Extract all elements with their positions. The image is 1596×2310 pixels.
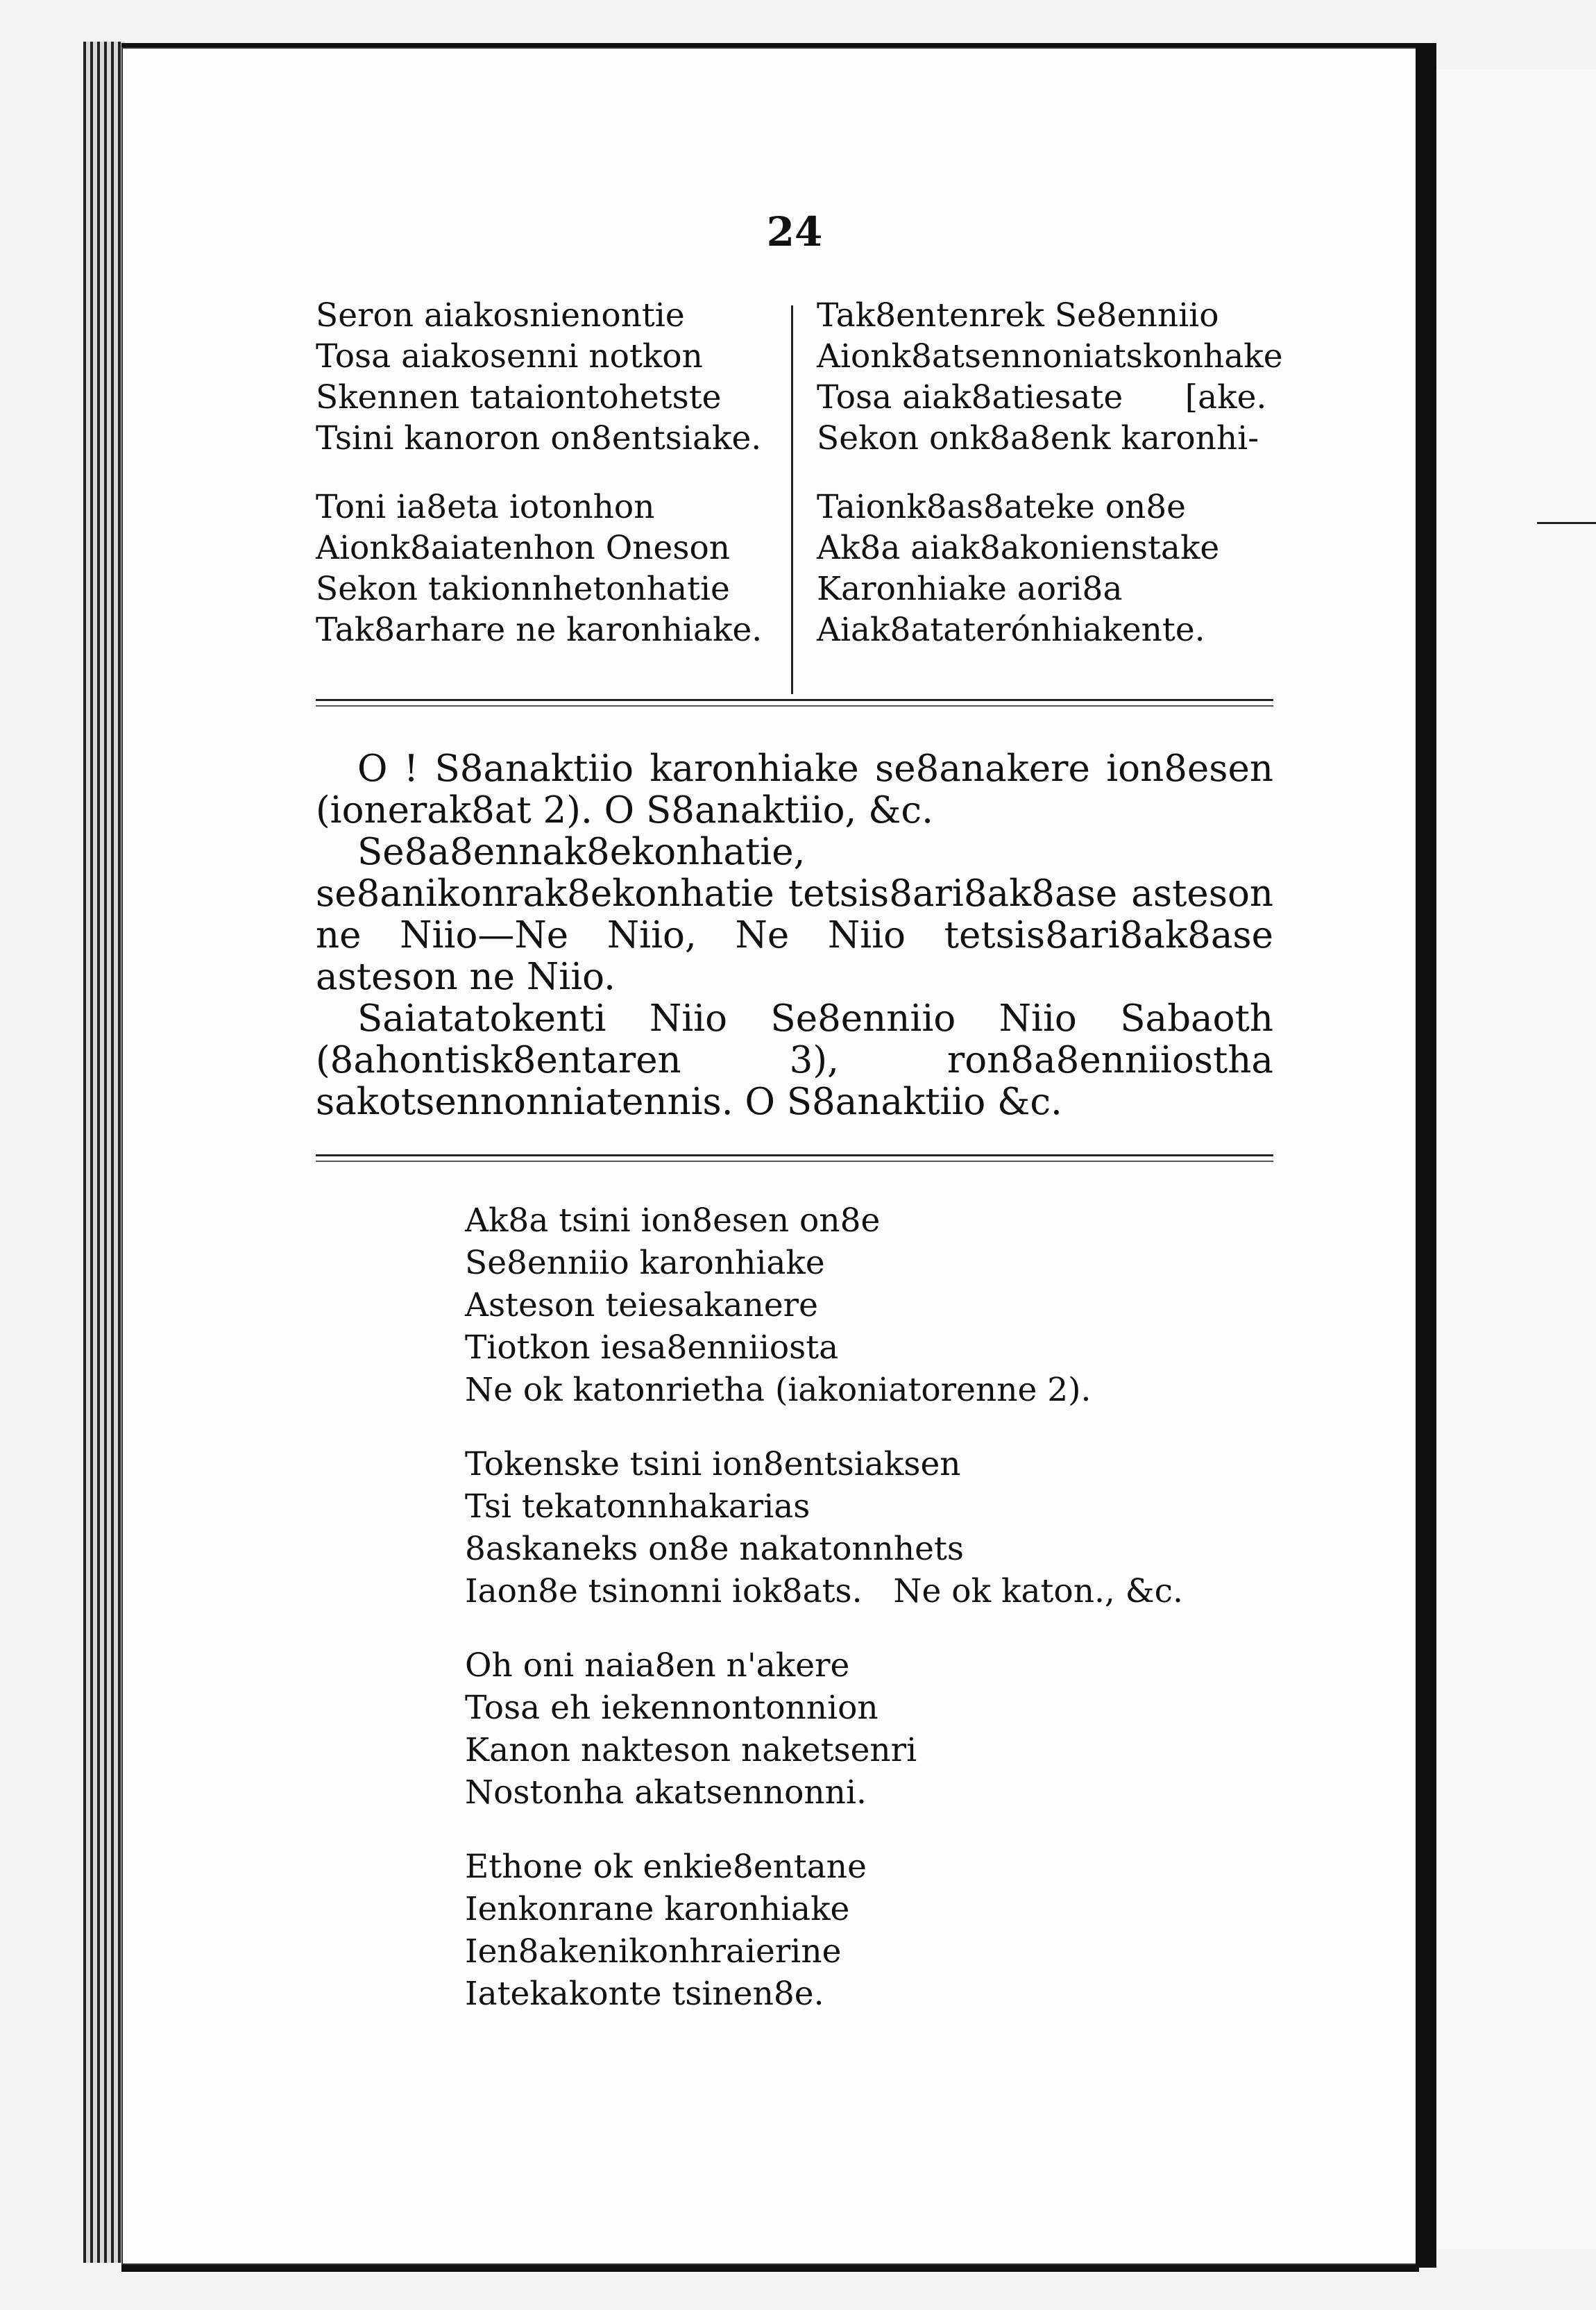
verse-line: Aionk8aiatenhon Oneson [316, 529, 731, 567]
verse-line: Se8enniio karonhiake [465, 1244, 825, 1282]
page-edge-left [83, 42, 125, 2263]
stanza [465, 1846, 1183, 2015]
column-divider [791, 305, 793, 694]
prose-block [316, 748, 1273, 1123]
verse-line: Sekon takionnhetonhatie [316, 570, 730, 608]
prose-paragraph: Se8a8ennak8ekonhatie, se8anikonrak8ekonhatie tetsis8ari8ak8ase asteson ne Niio—Ne Niio, Ne Niio tetsis8ari8ak8ase asteson ne Niio. [316, 831, 1273, 998]
facing-page [1436, 69, 1596, 2249]
verse-line: Tiotkon iesa8enniiosta [465, 1329, 839, 1367]
verse-line: Tosa eh iekennontonnion [465, 1689, 878, 1727]
verse-line: Skennen tataiontohetste [316, 378, 722, 416]
section-rule [316, 1154, 1273, 1156]
top-left-column [316, 295, 762, 678]
verse-line: 8askaneks on8e nakatonnhets [465, 1530, 964, 1568]
section-rule [316, 1161, 1273, 1162]
verse-line: Ak8a tsini ion8esen on8e [465, 1202, 881, 1240]
verse-line: Oh oni naia8en n'akere [465, 1646, 850, 1685]
stanza [465, 1443, 1183, 1612]
facing-page-rule [1537, 522, 1596, 524]
stanza [817, 295, 1283, 459]
verse-line: Aionk8atsennoniatskonhake [817, 337, 1283, 376]
verse-line: Ak8a aiak8akonienstake [817, 529, 1220, 567]
stanza [817, 487, 1283, 650]
verse-line: Tosa aiakosenni notkon [316, 337, 703, 376]
stanza [316, 295, 762, 459]
verse-line: Ne ok katonrietha (iakoniatorenne 2). [465, 1371, 1092, 1409]
verse-line: Tak8entenrek Se8enniio [817, 296, 1219, 335]
page-gutter [1416, 43, 1436, 2268]
verse-line: Ethone ok enkie8entane [465, 1848, 867, 1886]
verse-line: Tsi tekatonnhakarias [465, 1487, 810, 1526]
verse-line: Iatekakonte tsinen8e. [465, 1975, 824, 2013]
stanza [465, 1199, 1183, 1411]
prose-paragraph: O ! S8anaktiio karonhiake se8anakere ion8esen (ionerak8at 2). O S8anaktiio, &c. [316, 748, 1273, 832]
verse-line: Tak8arhare ne karonhiake. [316, 611, 763, 649]
verse-line: Asteson teiesakanere [465, 1286, 818, 1324]
verse-line: Ien8akenikonhraierine [465, 1932, 842, 1971]
stanza [316, 487, 762, 650]
top-right-column [817, 295, 1283, 678]
verse-line: Seron aiakosnienontie [316, 296, 685, 335]
verse-line: Iaon8e tsinonni iok8ats. Ne ok katon., &c. [465, 1572, 1183, 1610]
verse-line: Toni ia8eta iotonhon [316, 488, 655, 526]
lower-verses [465, 1199, 1183, 2047]
verse-line: Taionk8as8ateke on8e [817, 488, 1186, 526]
section-rule [316, 705, 1273, 707]
stanza [465, 1644, 1183, 1814]
verse-line: Tsini kanoron on8entsiake. [316, 419, 762, 457]
verse-line: Tokenske tsini ion8entsiaksen [465, 1445, 961, 1483]
verse-line: Aiak8ataterónhiakente. [817, 611, 1205, 649]
verse-line: Kanon nakteson naketsenri [465, 1731, 917, 1769]
section-rule [316, 699, 1273, 701]
verse-line: Sekon onk8a8enk karonhi- [817, 419, 1259, 457]
verse-line: Nostonha akatsennonni. [465, 1773, 867, 1812]
prose-paragraph: Saiatatokenti Niio Se8enniio Niio Sabaoth (8ahontisk8entaren 3), ron8a8enniiostha sakotsennonniatennis. O S8anaktiio &c. [316, 997, 1273, 1123]
verse-line: Tosa aiak8atiesate [ake. [817, 378, 1267, 416]
page-number: 24 [766, 208, 823, 255]
verse-line: Karonhiake aori8a [817, 570, 1123, 608]
verse-line: Ienkonrane karonhiake [465, 1890, 850, 1928]
